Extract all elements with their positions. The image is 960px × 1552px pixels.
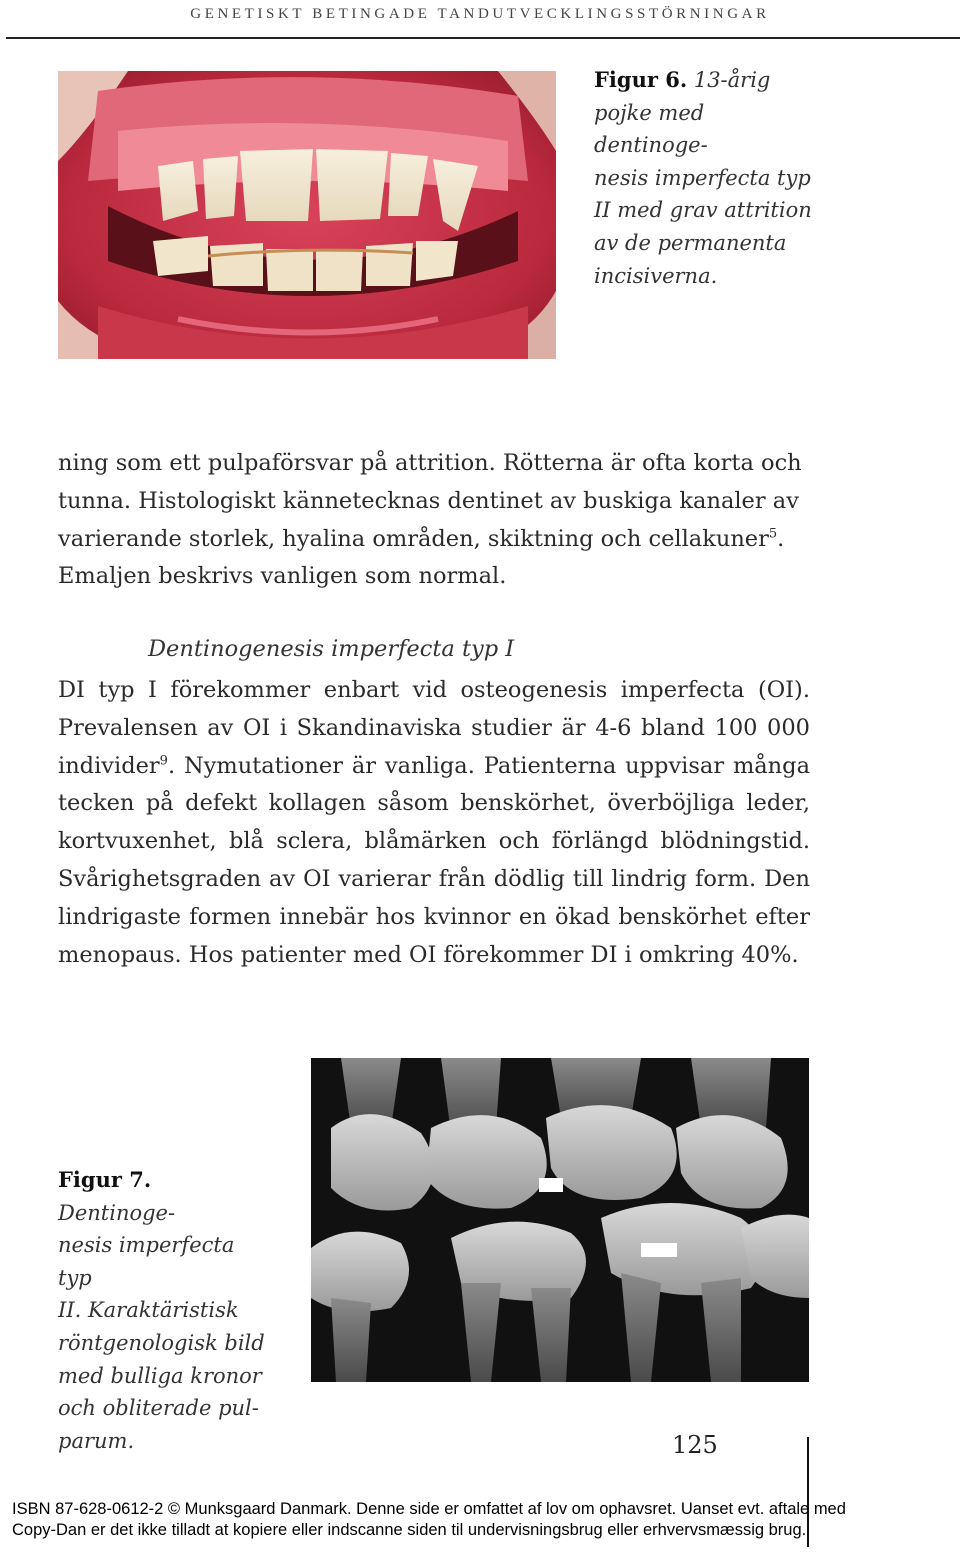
copyright-line: ISBN 87-628-0612-2 © Munksgaard Danmark. Denne side er omfattet af lov om ophavsret. Uanset evt. aftale med [12, 1500, 846, 1518]
copyright-notice [12, 1499, 952, 1540]
figure-6-label: Figur 6. [594, 67, 688, 92]
paragraph-1-text-end: . Emaljen beskrivs vanligen som normal. [58, 525, 785, 590]
figure-6-caption-line: pojke med dentinoge- [594, 100, 708, 158]
paragraph-1-text: ning som ett pulpaförsvar på attrition. Rötterna är ofta korta och tunna. Histologiskt kännetecknas dentinet av buskiga kanaler av varierande storlek, hyalina områden, skiktning och cellakuner [58, 450, 802, 552]
figure-6-photo [58, 71, 556, 359]
figure-6-caption [594, 64, 824, 292]
figure-6-caption-line: II med grav attrition [594, 198, 812, 223]
figure-7-caption-line: röntgenologisk bild [58, 1330, 265, 1355]
figure-7-caption-line: och obliterade pul- [58, 1396, 259, 1421]
figure-7-label: Figur 7. [58, 1167, 152, 1192]
copyright-line: Copy-Dan er det ikke tilladt at kopiere eller indscanne siden til undervisningsbrug eller erhvervsmæssig brug. [12, 1520, 807, 1539]
figure-6-caption-line: incisiverna. [594, 263, 718, 288]
figure-7-caption-line: nesis imperfecta typ [58, 1233, 235, 1290]
figure-7-caption [58, 1164, 273, 1457]
header-rule [6, 37, 960, 39]
figure-6-caption-line: nesis imperfecta typ [594, 165, 811, 190]
section-heading: Dentinogenesis imperfecta typ I [148, 636, 515, 662]
reference-superscript: 5 [768, 526, 778, 542]
figure-7-caption-line: Dentinoge- [58, 1200, 176, 1225]
page-number: 125 [672, 1431, 718, 1459]
reference-superscript: 9 [159, 753, 168, 769]
paragraph-1 [58, 445, 810, 596]
running-head: GENETISKT BETINGADE TANDUTVECKLINGSSTÖRNINGAR [190, 6, 770, 22]
figure-7-caption-line: II. Karaktäristisk [58, 1298, 239, 1323]
paragraph-2 [58, 672, 810, 974]
paragraph-2-text-end: . Nymutationer är vanliga. Patienterna uppvisar många tecken på defekt kollagen såsom benskörhet, överböjliga leder, kortvuxenhet, blå sclera, blåmärken och förlängd blödningstid. Svårighetsgraden av OI varierar från dödlig till lindrig form. Den lindrigaste formen innebär hos kvinnor en ökad benskörhet efter menopaus. Hos patienter med OI förekommer DI i omkring 40%. [58, 752, 810, 968]
paragraph-2-text: DI typ I förekommer enbart vid osteogenesis imperfecta (OI). Prevalensen av OI i Skandinaviska studier är 4-6 bland 100 000 individer [58, 677, 810, 779]
figure-6-caption-line: av de permanenta [594, 230, 787, 255]
figure-7-radiograph [311, 1058, 809, 1382]
figure-7-caption-line: med bulliga kronor [58, 1363, 262, 1388]
figure-6-caption-line: 13-årig [693, 68, 771, 92]
figure-7-caption-line: parum. [58, 1428, 135, 1453]
